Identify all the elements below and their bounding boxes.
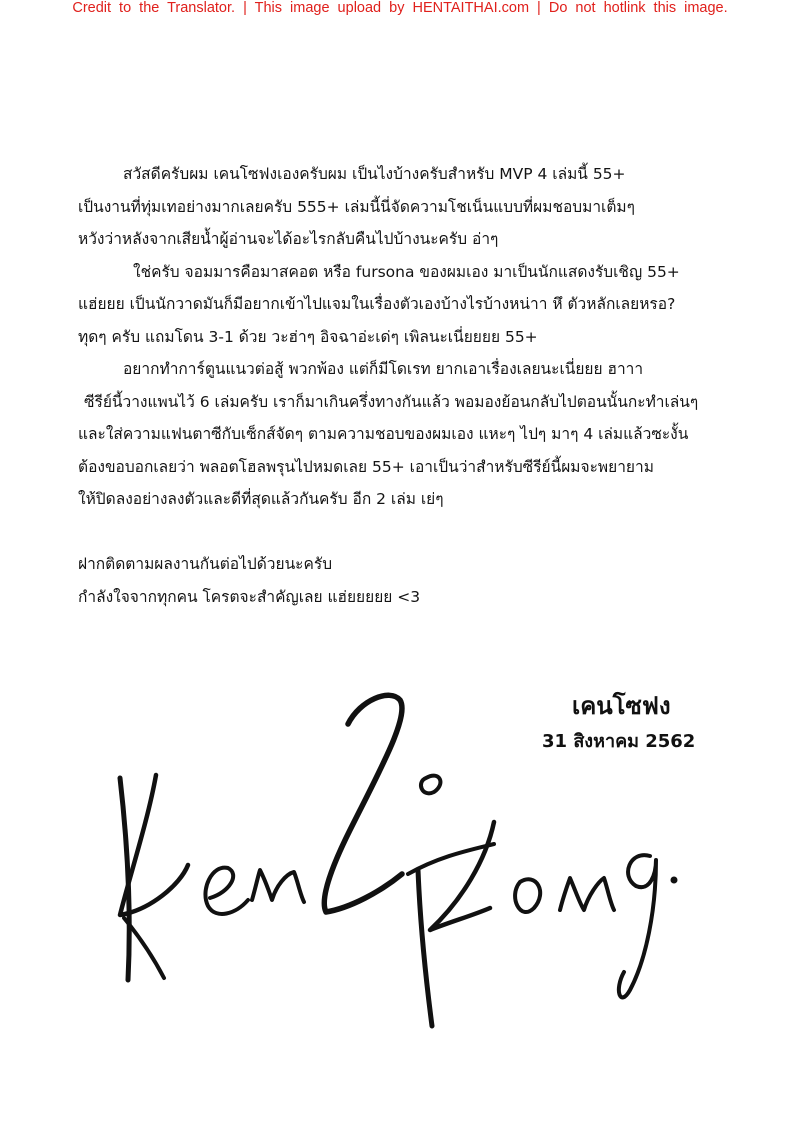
closing-line: กำลังใจจากทุกคน โครตจะสำคัญเลย แฮ่ยยยยย <3	[78, 587, 421, 606]
credit-notice: Credit to the Translator. | This image upload by HENTAITHAI.com | Do not hotlink this image.	[72, 0, 728, 16]
signoff-date: 31 สิงหาคม 2562	[542, 731, 696, 752]
closing-line: ฝากติดตามผลงานกันต่อไปด้วยนะครับ	[78, 555, 333, 573]
closing-block	[78, 548, 420, 613]
signature-strokes	[120, 695, 678, 1026]
letter-line: อยากทำการ์ตูนแนวต่อสู้ พวกพ้อง แต่ก็มีโดเรท ยากเอาเรื่องเลยนะเนี่ยยย ฮาาา	[123, 360, 644, 378]
letter-line: หวังว่าหลังจากเสียน้ำผู้อ่านจะได้อะไรกลับคืนไปบ้างนะครับ อ่าๆ	[78, 230, 499, 248]
letter-line: ให้ปิดลงอย่างลงตัวและดีที่สุดแล้วกันครับ อีก 2 เล่ม เย่ๆ	[78, 490, 444, 508]
handwritten-signature	[90, 660, 710, 1060]
signoff-name: เคนโซฟง	[572, 692, 671, 720]
letter-line: แฮ่ยยย เป็นนักวาดมันก็มีอยากเข้าไปแจมในเรื่องตัวเองบ้างไรบ้างหน่าา หึ ตัวหลักเลยหรอ?	[78, 295, 676, 313]
letter-line: ใช่ครับ จอมมารคือมาสคอต หรือ fursona ของผมเอง มาเป็นนักแสดงรับเชิญ 55+	[133, 262, 680, 281]
letter-body	[78, 158, 778, 516]
letter-line: เป็นงานที่ทุ่มเทอย่างมากเลยครับ 555+ เล่มนี้นี่จัดความโชเน็นแบบที่ผมชอบมาเต็มๆ	[78, 197, 635, 216]
letter-line: และใส่ความแฟนตาซีกับเซ็กส์จัดๆ ตามความชอบของผมเอง แหะๆ ไปๆ มาๆ 4 เล่มแล้วซะงั้น	[78, 425, 689, 443]
letter-line: ทุดๆ ครับ แถมโดน 3-1 ด้วย วะฮ่าๆ อิจฉาอ่ะเด่ๆ เพิลนะเนี่ยยยย 55+	[78, 327, 538, 346]
letter-line: ซีรีย์นี้วางแพนไว้ 6 เล่มครับ เราก็มาเกินครึ่งทางกันแล้ว พอมองย้อนกลับไปตอนนั้นกะทำเล่นๆ	[84, 392, 699, 411]
letter-line: สวัสดีครับผม เคนโซฟงเองครับผม เป็นไงบ้างครับสำหรับ MVP 4 เล่มนี้ 55+	[123, 165, 626, 183]
letter-line: ต้องขอบอกเลยว่า พลอตโฮลพรุนไปหมดเลย 55+ เอาเป็นว่าสำหรับซีรีย์นี้ผมจะพยายาม	[78, 457, 654, 476]
